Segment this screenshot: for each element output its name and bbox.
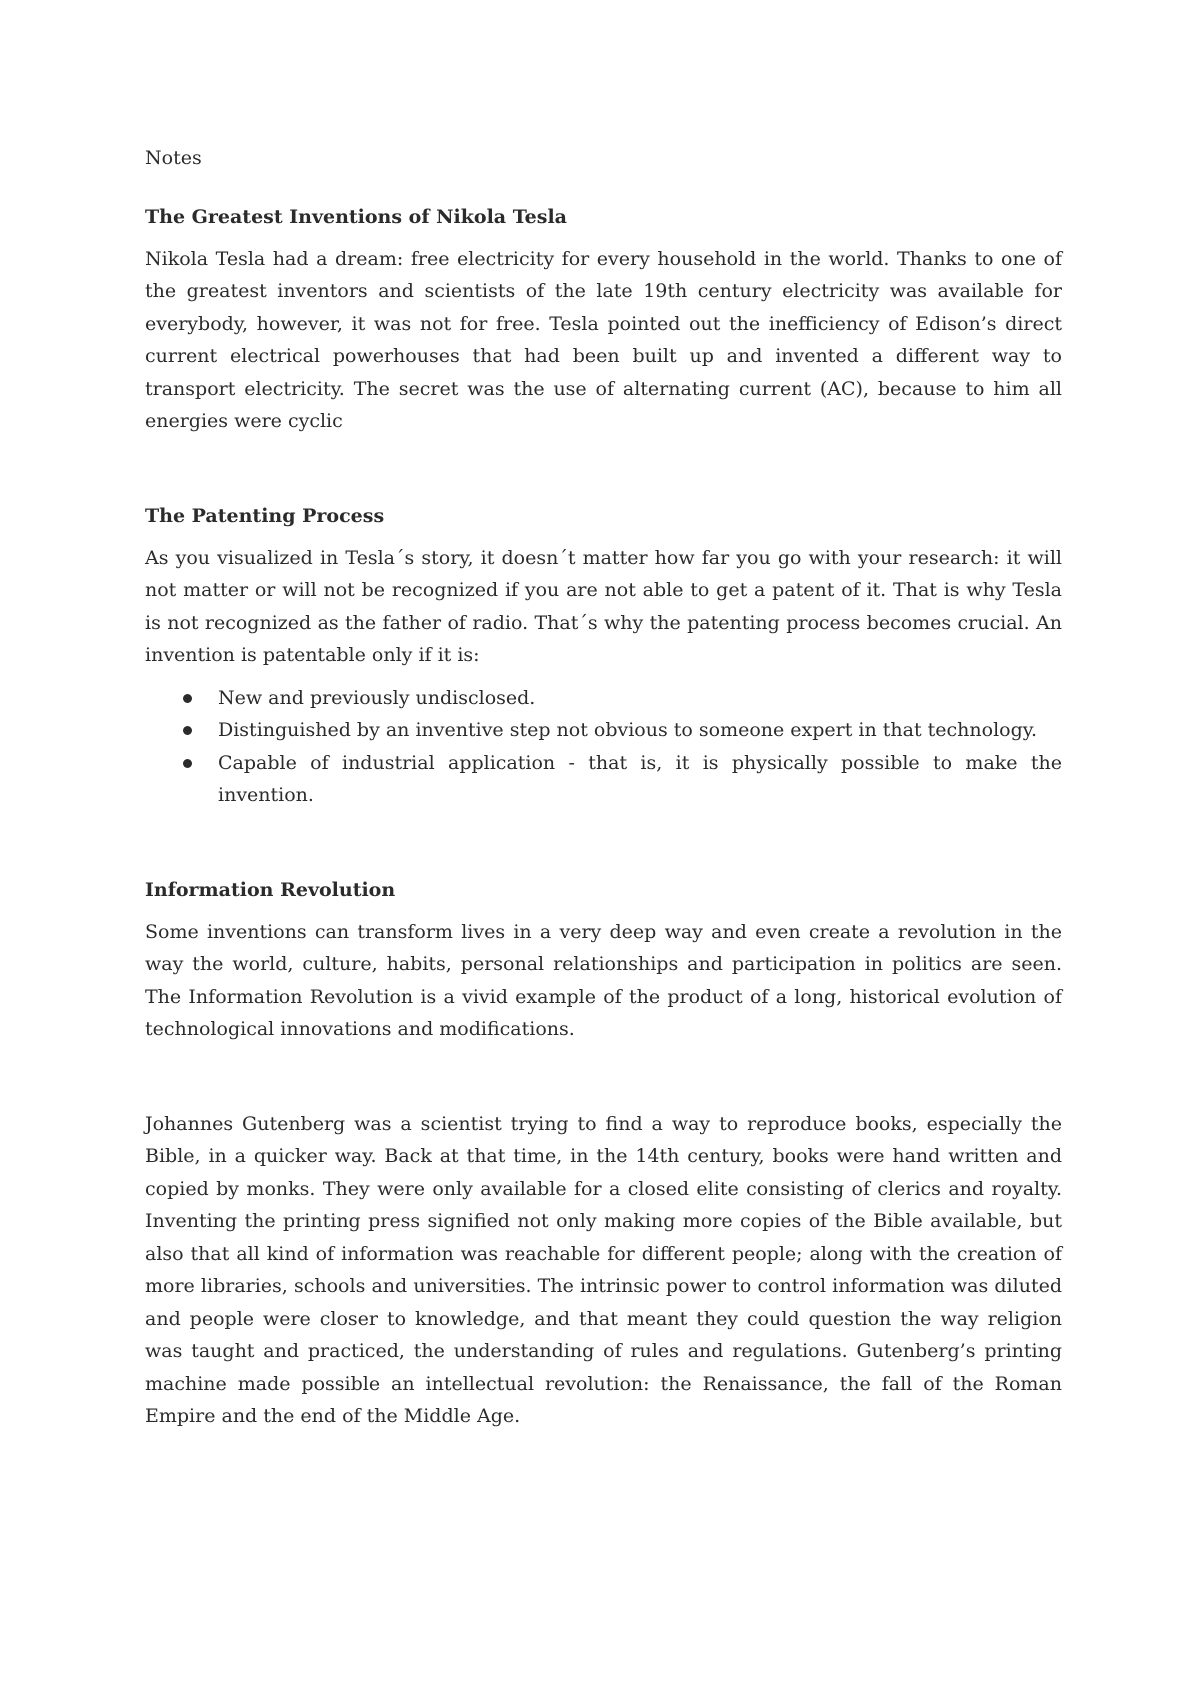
paragraph-patenting: As you visualized in Tesla´s story, it doesn´t matter how far you go with your research: it will not matter or will not be recognized if you are not able to get a patent of it. That is why Tesla is not recognized as the father of radio. That´s why the patenting process becomes crucial. An invention is patentable only if it is: bbox=[145, 546, 1062, 666]
list-item-text: New and previously undisclosed. bbox=[218, 686, 536, 709]
bullet-icon bbox=[183, 726, 192, 735]
section-patenting bbox=[145, 500, 1062, 812]
spacer bbox=[145, 1046, 1062, 1108]
paragraph-information-revolution: Some inventions can transform lives in a very deep way and even create a revolution in the way the world, culture, habits, personal relationships and participation in politics are seen. The Information Revolution is a vivid example of the product of a long, historical evolution of technological innovations and modifications. bbox=[145, 920, 1062, 1040]
document-page bbox=[145, 142, 1062, 1433]
spacer bbox=[145, 812, 1062, 874]
section-heading-information-revolution: Information Revolution bbox=[145, 878, 396, 901]
list-item bbox=[145, 714, 1062, 747]
bullet-icon bbox=[183, 694, 192, 703]
list-item bbox=[145, 682, 1062, 715]
section-heading-tesla: The Greatest Inventions of Nikola Tesla bbox=[145, 205, 567, 228]
bullet-icon bbox=[183, 759, 192, 768]
list-item-text: Distinguished by an inventive step not obvious to someone expert in that technology. bbox=[218, 719, 1038, 741]
list-item-text: Capable of industrial application - that is, it is physically possible to make the invention. bbox=[218, 751, 1062, 806]
spacer bbox=[145, 438, 1062, 500]
section-tesla bbox=[145, 201, 1062, 438]
paragraph-gutenberg: Johannes Gutenberg was a scientist trying to find a way to reproduce books, especially the Bible, in a quicker way. Back at that time, in the 14th century, books were hand written and copied by monks. They were only available for a closed elite consisting of clerics and royalty. Inventing the printing press signified not only making more copies of the Bible available, but also that all kind of information was reachable for different people; along with the creation of more libraries, schools and universities. The intrinsic power to control information was diluted and people were closer to knowledge, and that meant they could question the way religion was taught and practiced, the understanding of rules and regulations. Gutenberg’s printing machine made possible an intellectual revolution: the Renaissance, the fall of the Roman Empire and the end of the Middle Age. bbox=[145, 1112, 1062, 1427]
paragraph-tesla: Nikola Tesla had a dream: free electricity for every household in the world. Thanks to one of the greatest inventors and scientists of the late 19th century electricity was available for everybody, however, it was not for free. Tesla pointed out the inefficiency of Edison’s direct current electrical powerhouses that had been built up and invented a different way to transport electricity. The secret was the use of alternating current (AC), because to him all energies were cyclic bbox=[145, 247, 1062, 432]
patentability-list bbox=[145, 682, 1062, 812]
list-item bbox=[145, 747, 1062, 812]
document-label: Notes bbox=[145, 147, 202, 169]
section-heading-patenting: The Patenting Process bbox=[145, 504, 385, 527]
section-information-revolution bbox=[145, 874, 1062, 1433]
